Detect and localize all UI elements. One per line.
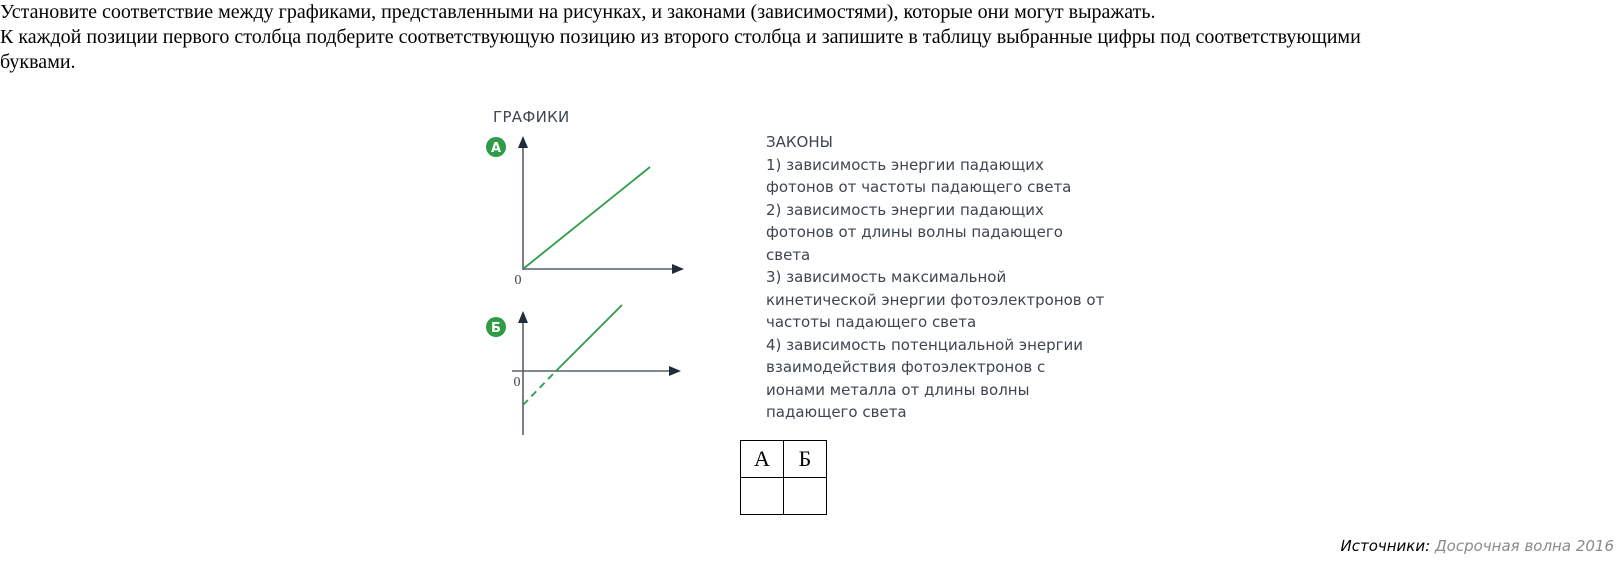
task-line-1: Установите соответствие между графиками, представленными на рисунках, и законами (зависимостями), которые они могут выражать.	[0, 1, 1156, 23]
source-label: Источники:	[1340, 537, 1431, 555]
task-line-2: К каждой позиции первого столбца подберите соответствующую позицию из второго столбца и запишите в таблицу выбранные цифры под соответствующими буквами.	[0, 26, 1361, 73]
task-figure	[480, 100, 1120, 435]
graph-b-dashed-line	[523, 371, 556, 405]
badge-a-label: А	[490, 141, 502, 156]
law-item-3: 3) зависимость максимальной кинетической энергии фотоэлектронов от частоты падающего света	[766, 268, 1105, 331]
answer-table	[740, 440, 827, 515]
answer-header-b: Б	[784, 441, 827, 478]
laws-list	[766, 131, 1106, 424]
badge-b-label: Б	[491, 321, 501, 336]
source-link[interactable]: Досрочная волна 2016	[1434, 537, 1614, 555]
answer-cell-b[interactable]	[784, 478, 827, 515]
law-item-2: 2) зависимость энергии падающих фотонов от длины волны падающего света	[766, 200, 1063, 264]
graph-b-line	[556, 305, 622, 371]
graph-a-line	[523, 167, 650, 269]
answer-header-a: А	[741, 441, 784, 478]
graph-b-origin: 0	[513, 375, 521, 390]
graphs-title: ГРАФИКИ	[493, 108, 570, 126]
graph-a-origin: 0	[514, 273, 522, 288]
answer-table-value-row	[741, 478, 827, 515]
source-line	[1341, 537, 1615, 555]
answer-cell-a[interactable]	[741, 478, 784, 515]
laws-title: ЗАКОНЫ	[766, 133, 833, 151]
answer-table-header-row	[741, 441, 827, 478]
graph-b	[486, 305, 679, 435]
law-item-4: 4) зависимость потенциальной энергии взаимодействия фотоэлектронов с ионами металла от длины волны падающего света	[766, 335, 1084, 421]
law-item-1: 1) зависимость энергии падающих фотонов от частоты падающего света	[766, 155, 1072, 196]
graph-a	[486, 137, 682, 288]
task-statement	[0, 0, 1440, 75]
